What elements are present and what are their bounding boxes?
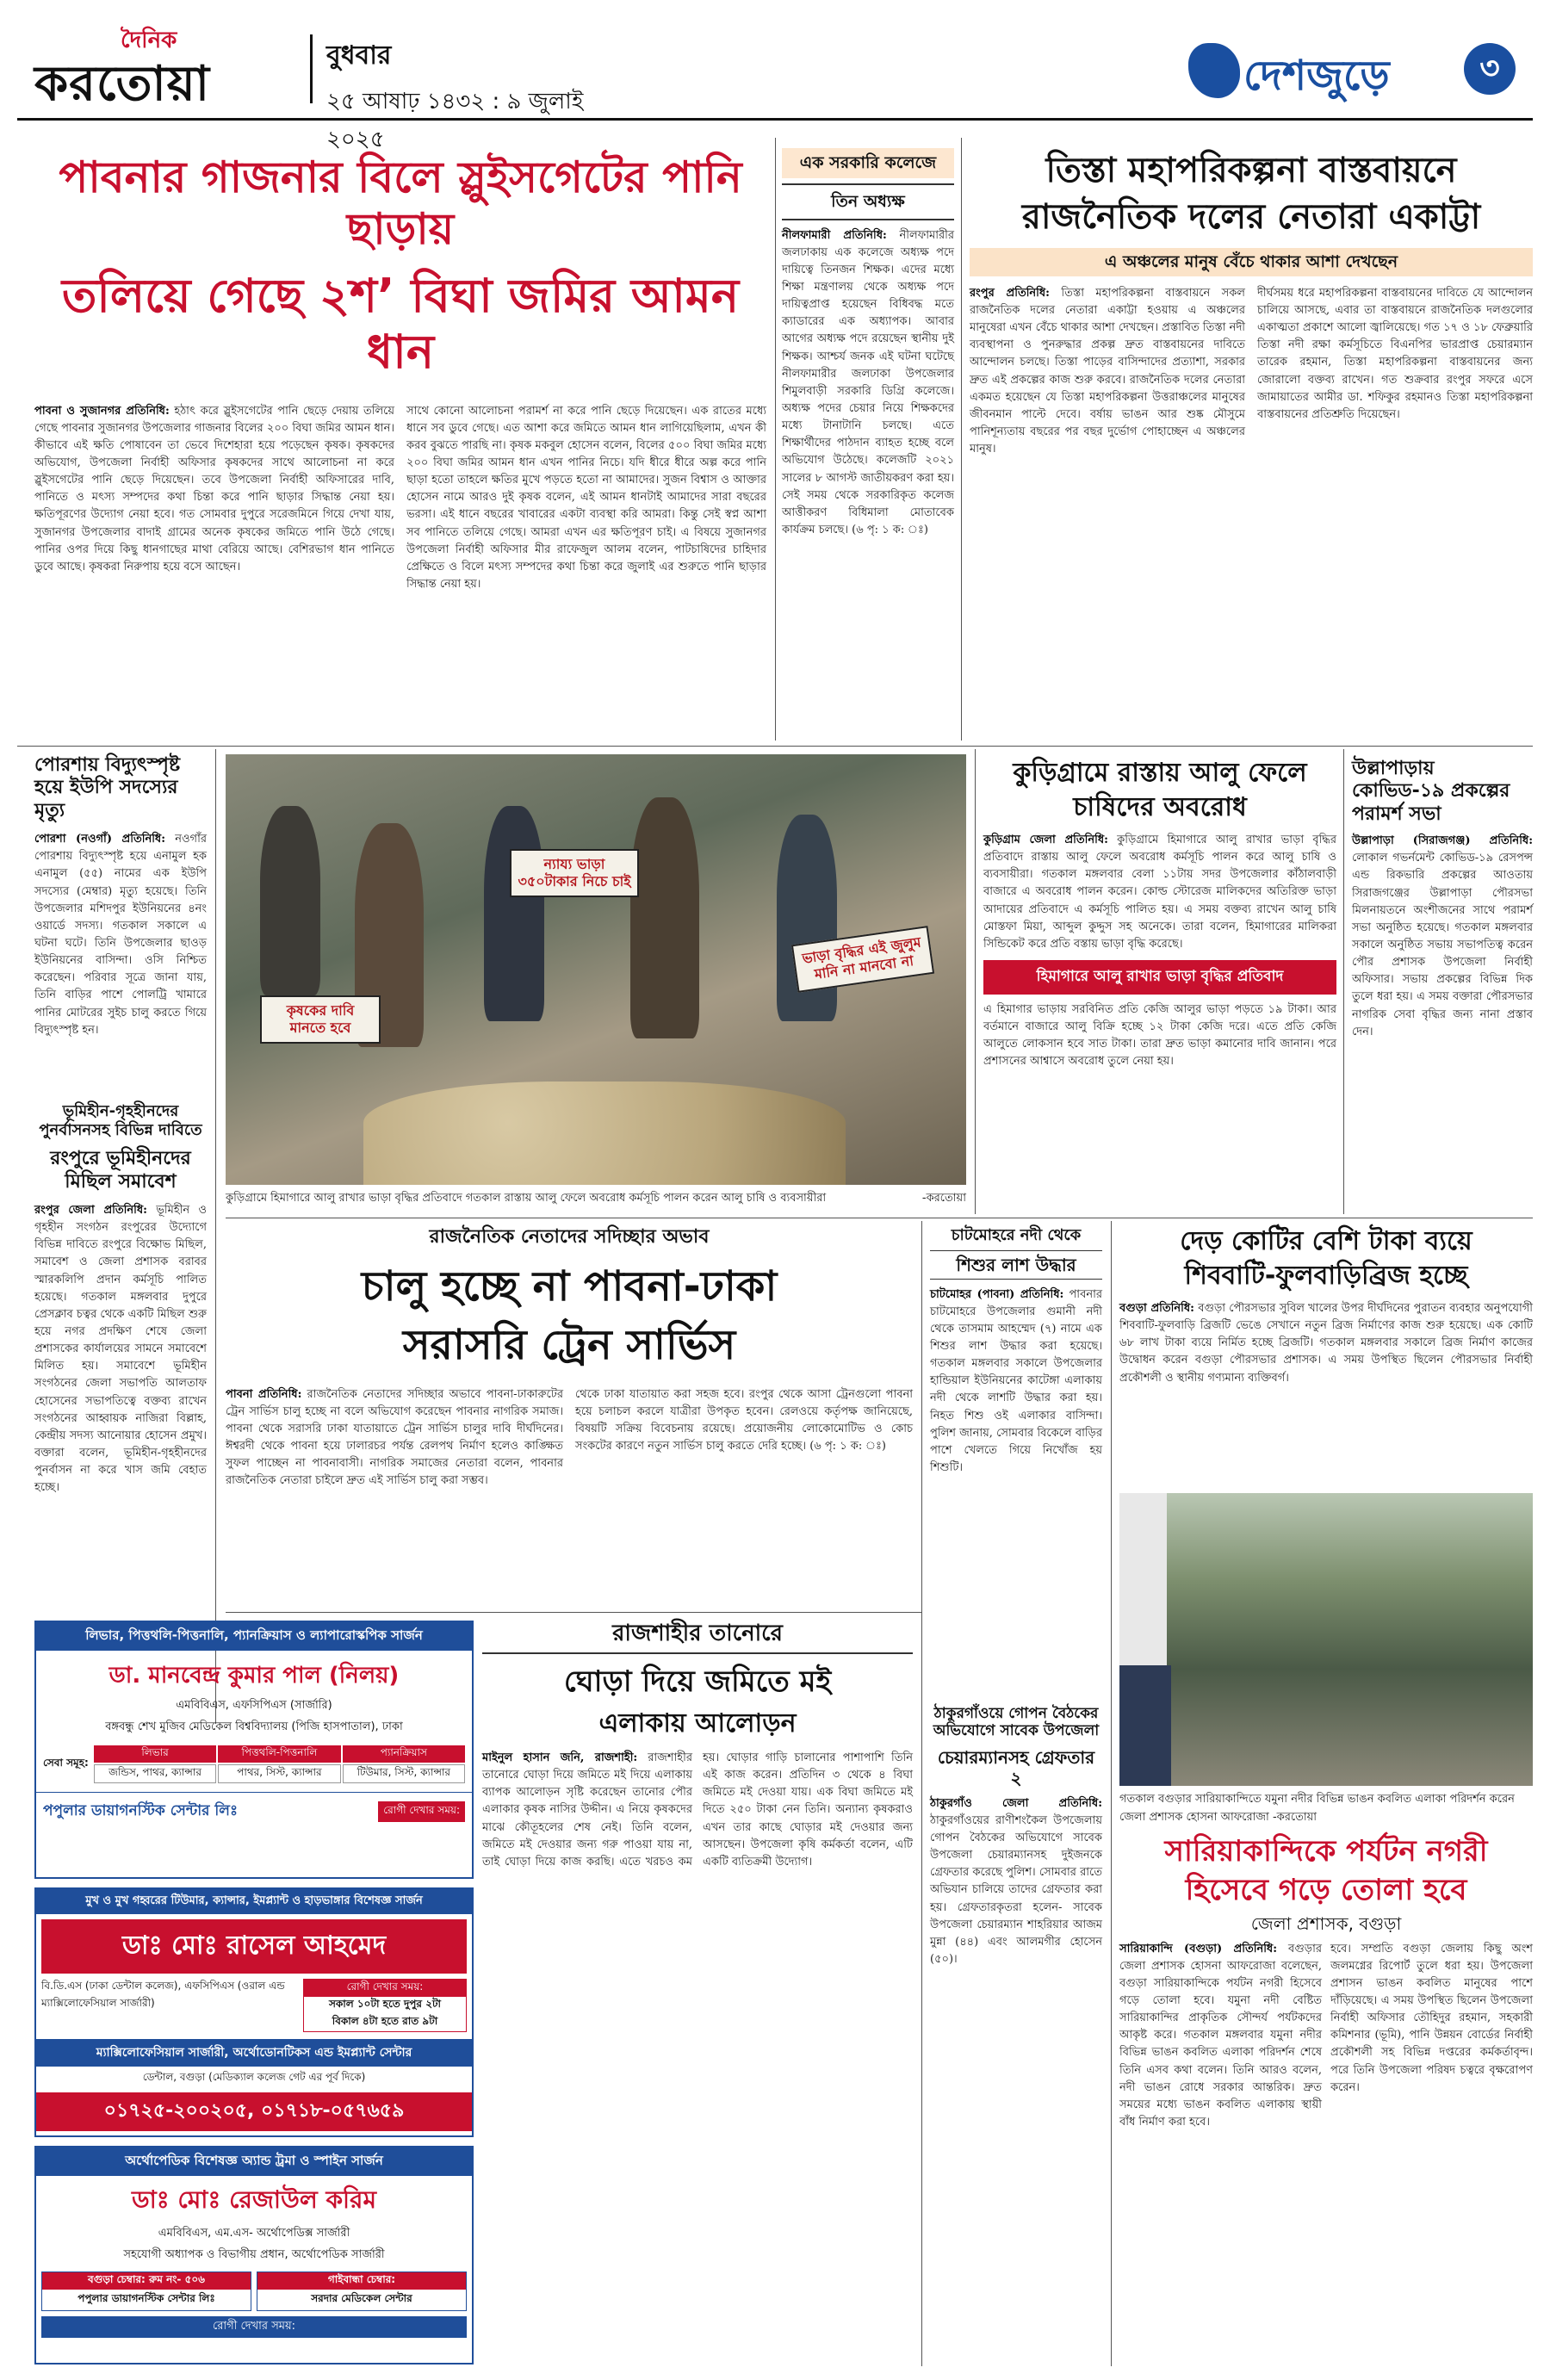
landless-kicker: ভূমিহীন-গৃহহীনদের পুনর্বাসনসহ বিভিন্ন দাবিতে: [39, 1102, 202, 1139]
thakurgaon-byline: ঠাকুরগাঁও জেলা প্রতিনিধি:: [930, 1796, 1102, 1810]
college-story: [782, 148, 954, 725]
bridge-body: [1119, 1300, 1533, 1387]
service-chip: পাথর, সিস্ট, ক্যান্সার: [218, 1764, 340, 1783]
photo-caption: [226, 1190, 966, 1212]
logo-small-text: দৈনিক: [121, 28, 177, 53]
landless-byline: রংপুর জেলা প্রতিনিধি:: [34, 1203, 147, 1217]
ortho-ad-chamber-2: গাইবান্ধা চেম্বার:: [257, 2272, 466, 2290]
issue-date: [310, 34, 620, 152]
sariakandi-byline: সারিয়াকান্দি (বগুড়া) প্রতিনিধি:: [1119, 1942, 1278, 1955]
rail-column-1: [226, 1386, 563, 1491]
ullapara-body: [1352, 833, 1533, 1041]
lead-headline-2: তলিয়ে গেছে ২শ’ বিঘা জমির আমন ধান: [61, 269, 740, 379]
lead-column-1: [34, 403, 394, 594]
kurigram-body: [983, 832, 1336, 953]
section-name: দেশজুড়ে: [1243, 52, 1390, 100]
sariakandi-column-2: হবে। সম্প্রতি বগুড়া জেলায় কিছু অংশ জলমগ্নের রিপোর্ট তুলে ধরা হয়। উপজেলা প্রশাসন ভাঙন কবলিত মানুষের পাশে দাঁড়িয়েছে। এ সময় উপস্থিত ছিলেন উপজেলা নির্বাহী অফিসার তৌহিদুর রহমান, সহকারী কমিশনার (ভূমি), পানি উন্নয়ন বোর্ডের নির্বাহী প্রকৌশলী সহ বিভিন্ন দপ্তরের কর্মকর্তাবৃন্দ। পরে তিনি উপজেলা পরিষদ চত্বরে বৃক্ষরোপণ করেন।: [1330, 1942, 1533, 2094]
teesta-column-2: দীর্ঘসময় ধরে মহাপরিকল্পনা বাস্তবায়নের দাবিতে যে আন্দোলন চালিয়ে আসছে, এবার তা বাস্তবায়নে রাজনৈতিক দলগুলোর একাত্মতা প্রকাশে আলো জ্বালিয়েছে। গত ১৭ ও ১৮ ফেব্রুয়ারি তিস্তা নদী রক্ষা কর্মসূচিতে বিএনপির ভারপ্রাপ্ত চেয়ারম্যান তারেক রহমান, তিস্তা মহাপরিকল্পনা বাস্তবায়নের জন্য জোরালো বক্তব্য রাখেন। গত শুক্রবার রংপুর সফরে এসে জামায়াতের আমীর ডা. শফিকুর রহমানও তিস্তা মহাপরিকল্পনা বাস্তবায়নের প্রতিশ্রুতি দিয়েছেন।: [1257, 286, 1533, 421]
ullapara-headline: উল্লাপাড়ায় কোভিড-১৯ প্রকল্পের পরামর্শ সভা: [1352, 758, 1510, 825]
teesta-text-1: তিস্তা মহাপরিকল্পনা বাস্তবায়নে সকল রাজনৈতিক দলের নেতারা একাট্টা হওয়ায় এ অঞ্চলের মানুষেরা এখন বেঁচে থাকার আশা দেখছেন। প্রস্তাবিত তিস্তা নদী ব্যবস্থাপনা ও পুনরুদ্ধার প্রকল্প দ্রুত বাস্তবায়নের দাবিতে আন্দোলন চলছে। তিস্তা পাড়ের বাসিন্দাদের প্রত্যাশা, সরকার দ্রুত এই প্রকল্পের কাজ শুরু করবে। রাজনৈতিক দলের নেতারা একমত হয়েছেন যে তিস্তা মহাপরিকল্পনা উত্তরাঞ্চলের মানুষের জীবনমান পাল্টে দেবে। বর্ষায় ভাঙন আর শুষ্ক মৌসুমে পানিশূন্যতায় বছরের পর বছর দুর্ভোগ পোহাচ্ছেন এ অঞ্চলের মানুষ।: [970, 286, 1245, 456]
chatmohar-kicker: চাটমোহরে নদী থেকে: [951, 1226, 1082, 1244]
tanore-headline-2: এলাকায় আলোড়ন: [598, 1708, 797, 1739]
kurigram-text: কুড়িগ্রামে হিমাগারে আলু রাখার ভাড়া বৃদ্ধির প্রতিবাদে রাস্তায় আলু ফেলে অবরোধ কর্মসূচি পালন করে আলু চাষি ও ব্যবসায়ীরা। গতকাল মঙ্গলবার বেলা ১১টায় সদর উপজেলার কাঁঠালবাড়ী বাজারে এ অবরোধ পালন করেন। কোল্ড স্টোরেজ মালিকদের অতিরিক্ত ভাড়া আদায়ের প্রতিবাদে এ কর্মসূচি পালিত হয়। এ সময় বক্তব্য রাখেন আলু চাষি মোস্তফা মিয়া, আব্দুল কুদ্দুস সহ অনেকে। তারা বলেন, হিমাগারের মালিকরা সিন্ডিকেট করে প্রতি বস্তায় ভাড়া বৃদ্ধি করেছে।: [983, 834, 1336, 951]
chatmohar-headline: শিশুর লাশ উদ্ধার: [930, 1250, 1102, 1280]
dc-photo-credit: -করতোয়া: [1272, 1811, 1318, 1824]
thakurgaon-kicker: ঠাকুরগাঁওয়ে গোপন বৈঠকের অভিযোগে সাবেক উপজেলা: [933, 1705, 1100, 1740]
tanore-byline: মাইনুল হাসান জনি, রাজশাহী:: [482, 1751, 638, 1764]
liver-ad-detail: বঙ্গবন্ধু শেখ মুজিব মেডিকেল বিশ্ববিদ্যালয় (পিজি হাসপাতাল), ঢাকা: [105, 1720, 403, 1733]
sariakandi-column-1: [1119, 1941, 1322, 2132]
college-text: নীলফামারীর জলঢাকায় এক কলেজে অধ্যক্ষ পদে দায়িত্বে তিনজন শিক্ষক। এদের মধ্যে শিক্ষা মন্ত্রণালয় থেকে অধ্যক্ষ পদে দায়িত্বপ্রাপ্ত হয়েছেন বিধিবদ্ধ মতে ক্যাডারের এক অধ্যাপক। আবার আগের অধ্যক্ষ পদে রয়েছেন স্থানীয় দুই শিক্ষক। আশ্চর্য জনক এই ঘটনা ঘটেছে নীলফামারীর জলঢাকা উপজেলার শিমুলবাড়ী সরকারি ডিগ্রি কলেজে। অধ্যক্ষ পদের চেয়ার নিয়ে শিক্ষকদের মধ্যে টানাটানি চলছে। এতে শিক্ষার্থীদের পাঠদান ব্যাহত হচ্ছে বলে অভিযোগ উঠেছে। কলেজটি ২০২১ সালের ৮ আগস্ট জাতীয়করণ করা হয়। সেই সময় থেকে সরকারিকৃত কলেজ আত্তীকরণ বিধিমালা মোতাবেক কার্যক্রম চলছে। (৬ পৃ: ১ ক: ঃ): [782, 228, 954, 536]
kurigram-headline-2: চাষিদের অবরোধ: [1073, 792, 1247, 822]
issue-date-text: ২৫ আষাঢ় ১৪৩২ : ৯ জুলাই ২০২৫: [326, 89, 584, 152]
service-chip: প্যানক্রিয়াস: [343, 1745, 465, 1763]
lead-story: [34, 139, 766, 734]
dental-ad-topbar: মুখ ও মুখ গহ্বরের টিউমার, ক্যান্সার, ইমপ্ল্যান্ট ও হাড়ভাঙ্গার বিশেষজ্ঞ সার্জন: [36, 1889, 472, 1914]
thakurgaon-text: ঠাকুরগাঁওয়ের রাণীশংকৈল উপজেলায় গোপন বৈঠকের অভিযোগে সাবেক উপজেলা চেয়ারম্যানসহ দুইজনকে গ্রেফতার করেছে পুলিশ। সোমবার রাতে অভিযান চালিয়ে তাদের গ্রেফতার করা হয়। গ্রেফতারকৃতরা হলেন- সাবেক উপজেলা চেয়ারম্যান শাহরিয়ার আজম মুন্না (৪৪) এবং আলমগীর হোসেন (৫০)।: [930, 1813, 1102, 1967]
landless-body: [34, 1202, 207, 1497]
pourashaya-byline: পোরশা (নওগাঁ) প্রতিনিধি:: [34, 833, 166, 846]
sariakandi-text-1: বগুড়ার জেলা প্রশাসক হোসনা আফরোজা বলেছেন, বগুড়া সারিয়াকান্দিকে পর্যটন নগরী হিসেবে গড়ে তোলা হবে। যমুনা নদী বেষ্টিত সারিয়াকান্দির প্রাকৃতিক সৌন্দর্য পর্যটকদের আকৃষ্ট করে। গতকাল মঙ্গলবার যমুনা নদীর বিভিন্ন ভাঙন কবলিত এলাকা পরিদর্শন শেষে তিনি এসব কথা বলেন। তিনি আরও বলেন, নদী ভাঙন রোধে সরকার আন্তরিক। দ্রুত সময়ের মধ্যে ভাঙন কবলিত এলাকায় স্থায়ী বাঁধ নির্মাণ করা হবে।: [1119, 1942, 1322, 2129]
lead-text-1: হঠাৎ করে স্লুইসগেটের পানি ছেড়ে দেয়ায় তলিয়ে গেছে পাবনার সুজানগর উপজেলার গাজনার বিলের ২০০ বিঘা জমির আমন ধান। কীভাবে এই ক্ষতি পোষাবেন তা ভেবে দিশেহারা হয়ে পড়েছেন কৃষক। কৃষকদের অভিযোগ, উপজেলা নির্বাহী অফিসার কৃষকদের সাথে আলোচনা না করে স্লুইসগেটের পানি ছেড়ে দিয়েছেন। তবে উপজেলা নির্বাহী অফিসারের দাবি, পানিতে ও মৎস্য সম্পদের কথা চিন্তা করে পানি ছাড়ার সিদ্ধান্ত নেয়া হয়। ক্ষতিপূরণের উদ্যোগ নেয়া হবে। গত সোমবার দুপুরে সরেজমিনে গিয়ে দেখা যায়, সুজানগর উপজেলার বাদাই গ্রামের অনেক কৃষকের জমিতে পানি উঠে গেছে। পানির ওপর দিয়ে কিছু ধানগাছের মাথা বেরিয়ে আছে। বেশিরভাগ ধান পানিতে ডুবে আছে। কৃষকরা নিরুপায় হয়ে বসে আছেন।: [34, 404, 395, 573]
ortho-ad-chamber-1-name: পপুলার ডায়াগনস্টিক সেন্টার লিঃ: [78, 2292, 215, 2304]
tanore-text: রাজশাহীর তানোরে ঘোড়া দিয়ে জমিতে মই দিয়ে এলাকায় ব্যাপক আলোড়ন সৃষ্টি করেছেন তানোর পৌর এলাকার কৃষক নাসির উদ্দীন। এ নিয়ে কৃষকদের মাঝে কৌতূহলের শেষ নেই। তিনি বলেন, জমিতে মই দেওয়ার জন্য গরু পাওয়া যায় না, তাই ঘোড়া দিয়ে কাজ করছি। এতে খরচও কম হয়। ঘোড়ার গাড়ি চালানোর পাশাপাশি তিনি এই কাজ করেন। প্রতিদিন ৩ থেকে ৪ বিঘা জমিতে মই দেওয়া যায়। এক বিঘা জমিতে মই দিতে ২৫০ টাকা নেন তিনি। অন্যান্য কৃষকরাও এখন তার কাছে ঘোড়ার মই দেওয়ার জন্য আসছেন। উপজেলা কৃষি কর্মকর্তা বলেন, এটি একটি ব্যতিক্রমী উদ্যোগ।: [482, 1751, 913, 1869]
photo-figure: [630, 797, 699, 1038]
dental-ad-time-1: সকাল ১০টা হতে দুপুর ২টা: [328, 1998, 442, 2010]
logo-big-text: করতোয়া: [34, 56, 210, 112]
issue-day: বুধবার: [326, 40, 392, 71]
liver-surgeon-ad: [34, 1621, 474, 1879]
chatmohar-body: [930, 1286, 1102, 1478]
tanore-body: [482, 1750, 913, 1871]
service-chip: টিউমার, সিস্ট, ক্যান্সার: [343, 1764, 465, 1783]
tanore-story: [482, 1621, 913, 2370]
chatmohar-byline: চাটমোহর (পাবনা) প্রতিনিধি:: [930, 1287, 1064, 1301]
rail-headline-1: চালু হচ্ছে না পাবনা-ঢাকা: [361, 1262, 778, 1311]
liver-ad-doctor: ডা. মানবেন্দ্র কুমার পাল (নিলয়): [108, 1663, 400, 1689]
photo-credit: -করতোয়া: [921, 1192, 966, 1205]
ortho-ad-degree: এমবিবিএস, এম.এস- অর্থোপেডিক্স সার্জারী: [158, 2227, 350, 2240]
dental-ad-center: ম্যাক্সিলোফেসিয়াল সার্জারী, অর্থোডোনটিকস এন্ড ইমপ্ল্যান্ট সেন্টার: [36, 2039, 472, 2067]
ortho-ad-chamber-1: বগুড়া চেম্বার: রুম নং- ৫০৬: [42, 2272, 251, 2290]
tanore-kicker: রাজশাহীর তানোরে: [482, 1621, 913, 1654]
ullapara-story: [1352, 758, 1533, 1205]
chatmohar-text: পাবনার চাটমোহরে উপজেলার গুমানী নদী থেকে তাসমাম আহম্মেদ (৭) নামে এক শিশুর লাশ উদ্ধার করা হয়েছে। গতকাল মঙ্গলবার সকালে উপজেলার হান্ডিয়াল ইউনিয়নের কাটেঙ্গা এলাকায় নদী থেকে লাশটি উদ্ধার করা হয়। নিহত শিশু ওই এলাকার বাসিন্দা। পুলিশ জানায়, সোমবার বিকেলে বাড়ির পাশে খেলতে গিয়ে নিখোঁজ হয় শিশুটি।: [930, 1287, 1102, 1474]
bridge-story: [1119, 1226, 1533, 1484]
lead-column-2: সাথে কোনো আলোচনা পরামর্শ না করে পানি ছেড়ে দিয়েছেন। এক রাতের মধ্যে ধানে সব ডুবে গেছে। এত আশা করে জমিতে আমন ধান লাগিয়েছিলাম, এখন কী করব বুঝতে পারছি না। কৃষক মকবুল হোসেন বলেন, বিলের ৫০০ বিঘা জমির মধ্যে ২০০ বিঘা জমির আমন ধান এখন পানির নিচে। যদি ধীরে ধীরে অল্প করে পানি ছাড়া হতো তাহলে ক্ষতির মুখে পড়তে হতো না আমাদের। সুজন বিশ্বাস ও আক্তার হোসেন নামে আরও দুই কৃষক বলেন, এই আমন ধানটাই আমাদের সারা বছরের ভরসা। এই ধানে বছরের খাবারের একটা ব্যবস্থা করি আমরা। কিন্তু সেই স্বপ্ন আশা সব পানিতে তলিয়ে গেছে। আমরা এখন এর ক্ষতিপূরণ চাই। এ বিষয়ে সুজানগর উপজেলা নির্বাহী অফিসার মীর রাফেজুল আলম বলেন, পাটচাষিদের চাহিদার প্রেক্ষিতে ও বিলে মৎস্য সম্পদের কথা চিন্তা করে জুলাই এর শুরুতে পানি ছাড়ার সিদ্ধান্ত নেয়া হয়।: [406, 404, 766, 591]
dental-ad-doctor: ডাঃ মোঃ রাসেল আহমেদ: [41, 1919, 467, 1974]
photo-figure: [1119, 1665, 1171, 1786]
dc-photo-caption-text: গতকাল বগুড়ার সারিয়াকান্দিতে যমুনা নদীর বিভিন্ন ভাঙন কবলিত এলাকা পরিদর্শন করেন জেলা প্রশাসক হোসনা আফরোজা: [1119, 1793, 1515, 1824]
lead-byline: পাবনা ও সুজানগর প্রতিনিধি:: [34, 404, 170, 418]
thakurgaon-story: [930, 1705, 1102, 2368]
teesta-headline-1: তিস্তা মহাপরিকল্পনা বাস্তবায়নে: [1045, 151, 1457, 190]
liver-ad-services-label: সেবা সমূহ:: [43, 1757, 89, 1769]
thakurgaon-body: [930, 1795, 1102, 1968]
dental-ad-degree: বি.ডি.এস (ঢাকা ডেন্টাল কলেজ), এফসিপিএস (ওরাল এন্ড ম্যাক্সিলোফেসিয়াল সার্জারী): [41, 1980, 285, 2009]
bridge-byline: বগুড়া প্রতিনিধি:: [1119, 1302, 1194, 1315]
rail-headline-2: সরাসরি ট্রেন সার্ভিস: [402, 1320, 736, 1369]
chatmohar-story: [930, 1226, 1102, 1605]
liver-ad-degree: এমবিবিএস, এফসিপিএস (সার্জারি): [176, 1699, 332, 1712]
ortho-ad-time: রোগী দেখার সময়:: [41, 2316, 467, 2338]
lead-headline-1: পাবনার গাজনার বিলে স্লুইসগেটের পানি ছাড়ায়: [59, 152, 742, 254]
thakurgaon-headline: চেয়ারম্যানসহ গ্রেফতার ২: [937, 1746, 1095, 1788]
rail-story: [226, 1226, 913, 1605]
pourashaya-body: [34, 831, 207, 1039]
ortho-ad-detail: সহযোগী অধ্যাপক ও বিভাগীয় প্রধান, অর্থোপেডিক সার্জারী: [123, 2248, 385, 2261]
bridge-text: বগুড়া পৌরসভার সুবিল খালের উপর দীর্ঘদিনের পুরাতন ব্যবহার অনুপযোগী শিববাটি-ফুলবাড়ি ব্রিজটি ভেঙে সেখানে নতুন ব্রিজ নির্মাণের কাজ শুরু হয়েছে। এক কোটি ৬৮ লাখ টাকা ব্যয়ে নির্মিত হচ্ছে ব্রিজটি। গতকাল মঙ্গলবার সকালে ব্রিজ নির্মাণ কাজের উদ্বোধন করেন বগুড়া পৌরসভার প্রশাসক। এ সময় উপস্থিত ছিলেন পৌরসভার নির্বাহী প্রকৌশলী ও স্থানীয় গণ্যমান্য ব্যক্তিবর্গ।: [1119, 1302, 1534, 1385]
dental-ad-address: ডেন্টাল, বগুড়া (মেডিক্যাল কলেজ গেট এর পূর্ব দিকে): [142, 2071, 366, 2083]
college-kicker: এক সরকারি কলেজে: [782, 148, 954, 178]
liver-ad-topbar: লিভার, পিত্তথলি-পিত্তনালি, প্যানক্রিয়াস ও ল্যাপারোস্কপিক সার্জন: [36, 1622, 472, 1651]
rail-kicker: রাজনৈতিক নেতাদের সদিচ্ছার অভাব: [429, 1226, 710, 1248]
pourashaya-story: [34, 754, 207, 1090]
ortho-ad-doctor: ডাঃ মোঃ রেজাউল করিম: [131, 2185, 376, 2214]
dental-ad-time-label: রোগী দেখার সময়:: [304, 1980, 466, 1997]
potato-protest-photo: [226, 754, 966, 1185]
liver-ad-center: পপুলার ডায়াগনস্টিক সেন্টার লিঃ: [43, 1802, 239, 1819]
teesta-byline: রংপুর প্রতিনিধি:: [970, 286, 1050, 300]
pourashaya-text: নওগাঁর পোরশায় বিদ্যুৎস্পৃষ্ট হয়ে এনামুল হক এনামুল (৫৫) নামের এক ইউপি সদস্যের (মেম্বার) মৃত্যু হয়েছে। তিনি উপজেলার মশিদপুর ইউনিয়নের ৪নং ওয়ার্ডে সদস্য। গতকাল সকালে এ ঘটনা ঘটে। তিনি উপজেলার ছাওড় ইউনিয়নের বাসিন্দা। ওসি নিশ্চিত করেছেন। পরিবার সূত্রে জানা যায়, তিনি বাড়ির পাশে পোলট্রি খামারে পানির মোটরের সুইচ চালু করতে গিয়ে বিদ্যুৎস্পৃষ্ট হন।: [34, 833, 207, 1037]
college-body: [782, 227, 954, 540]
dental-surgeon-ad: [34, 1887, 474, 2137]
kurigram-text-2: এ হিমাগার ভাড়ায় সরবিনিত প্রতি কেজি আলুর ভাড়া পড়তে ১৯ টাকা। আর বর্তমানে বাজারে আলু বিক্রি হচ্ছে ১২ টাকা কেজি দরে। এতে প্রতি কেজি আলুতে লোকসান হবে সাত টাকা। তারা দ্রুত ভাড়া কমানোর দাবি জানান। পরে প্রশাসনের আশ্বাসে অবরোধ তুলে নেয়া হয়।: [983, 1002, 1336, 1069]
teesta-headline-2: রাজনৈতিক দলের নেতারা একাট্টা: [1021, 197, 1481, 237]
rail-byline: পাবনা প্রতিনিধি:: [226, 1387, 302, 1401]
teesta-kicker: এ অঞ্চলের মানুষ বেঁচে থাকার আশা দেখছেন: [970, 248, 1533, 276]
kurigram-headline-1: কুড়িগ্রামে রাস্তায় আলু ফেলে: [1013, 758, 1307, 788]
college-headline: তিন অধ্যক্ষ: [782, 183, 954, 220]
bridge-headline-2: শিববাটি-ফুলবাড়িব্রিজ হচ্ছে: [1184, 1261, 1468, 1291]
ortho-ad-topbar: অর্থোপেডিক বিশেষজ্ঞ অ্যান্ড ট্রমা ও স্পাইন সার্জন: [36, 2148, 472, 2176]
pourashaya-headline: পোরশায় বিদ্যুৎস্পৃষ্ট হয়ে ইউপি সদস্যের মৃত্যু: [34, 754, 181, 821]
page-number: ৩: [1464, 43, 1516, 95]
newspaper-logo: [34, 22, 310, 112]
photo-potato-pile: [363, 1082, 846, 1185]
dc-visit-photo: [1119, 1493, 1533, 1786]
protest-sign: ভাড়া বৃদ্ধির এই জুলুম মানি না মানবো না: [791, 926, 934, 993]
sariakandi-headline-1: সারিয়াকান্দিকে পর্যটন নগরী: [1164, 1834, 1488, 1869]
photo-figure: [260, 806, 320, 995]
landless-text: ভূমিহীন ও গৃহহীন সংগঠন রংপুরের উদ্যোগে বিভিন্ন দাবিতে রংপুরে বিক্ষোভ মিছিল, সমাবেশ ও জেলা প্রশাসক বরাবর স্মারকলিপি প্রদান কর্মসূচি পালিত হয়েছে। গতকাল মঙ্গলবার দুপুরে প্রেসক্লাব চত্বর থেকে একটি মিছিল শুরু হয়ে নগর প্রদক্ষিণ শেষে জেলা প্রশাসকের কার্যালয়ের সামনে সমাবেশে মিলিত হয়। সমাবেশে ভূমিহীন সংগঠনের জেলা সভাপতি আলতাফ হোসেনের সভাপতিত্বে বক্তব্য রাখেন সংগঠনের আহ্বায়ক নাজিরা বিল্লাহ, কেন্দ্রীয় সদস্য আনোয়ার হোসেন প্রমুখ। বক্তারা বলেন, ভূমিহীন-গৃহহীনদের পুনর্বাসন না করে খাস জমি বেহাত হচ্ছে।: [34, 1203, 208, 1495]
sariakandi-kicker: জেলা প্রশাসক, বগুড়া: [1250, 1912, 1402, 1934]
liver-ad-time: রোগী দেখার সময়:: [378, 1801, 465, 1822]
dc-photo-caption: [1119, 1791, 1533, 1825]
protest-sign: কৃষকের দাবি মানতে হবে: [260, 995, 381, 1044]
tanore-headline-1: ঘোড়া দিয়ে জমিতে মই: [563, 1664, 832, 1700]
bangladesh-map-icon: [1188, 43, 1240, 98]
sariakandi-headline-2: হিসেবে গড়ে তোলা হবে: [1185, 1872, 1467, 1907]
ortho-ad-chamber-2-name: সরদার মেডিকেল সেন্টার: [311, 2292, 412, 2304]
landless-headline: রংপুরে ভূমিহীনদের মিছিল সমাবেশ: [50, 1148, 191, 1193]
sariakandi-story: [1119, 1834, 1533, 2368]
ullapara-text: লোকাল গভর্নমেন্ট কোভিড-১৯ রেসপন্স এন্ড রিকভারি প্রকল্পের আওতায় সিরাজগঞ্জের উল্লাপাড়া পৌরসভা মিলনায়তনে অংশীজনের সাথে পরামর্শ সভা অনুষ্ঠিত হয়েছে। গতকাল মঙ্গলবার সকালে অনুষ্ঠিত সভায় সভাপতিত্ব করেন পৌর প্রশাসক উপজেলা নির্বাহী অফিসার। সভায় প্রকল্পের বিভিন্ন দিক তুলে ধরা হয়। এ সময় বক্তারা পৌরসভার নাগরিক সেবা বৃদ্ধির জন্য নানা প্রস্তাব দেন।: [1352, 852, 1533, 1038]
dental-ad-time-2: বিকাল ৪টা হতে রাত ৯টা: [332, 2015, 438, 2027]
rail-column-2: থেকে ঢাকা যাতায়াত করা সহজ হবে। রংপুর থেকে আসা ট্রেনগুলো পাবনা হয়ে চলাচল করলে যাত্রীরা উপকৃত হবেন। রেলওয়ে কর্তৃপক্ষ জানিয়েছে, বিষয়টি সক্রিয় বিবেচনায় রয়েছে। প্রয়োজনীয় লোকোমোটিভ ও কোচ সংকটের কারণে নতুন সার্ভিস চালু করতে দেরি হচ্ছে। (৬ পৃ: ১ ক: ঃ): [575, 1387, 913, 1453]
kurigram-byline: কুড়িগ্রাম জেলা প্রতিনিধি:: [983, 834, 1108, 846]
teesta-column-1: [970, 285, 1245, 458]
ortho-surgeon-ad: [34, 2146, 474, 2365]
photo-caption-text: কুড়িগ্রামে হিমাগারে আলু রাখার ভাড়া বৃদ্ধির প্রতিবাদে গতকাল রাস্তায় আলু ফেলে অবরোধ কর্মসূচি পালন করেন আলু চাষি ও ব্যবসায়ীরা: [226, 1192, 827, 1205]
photo-figure: [484, 806, 544, 1021]
section-logo: [1188, 38, 1516, 103]
service-chip: জন্ডিস, পাথর, ক্যান্সার: [94, 1764, 216, 1783]
dental-ad-phone: ০১৭২৫-২০০২০৫, ০১৭১৮-০৫৭৬৫৯: [36, 2092, 472, 2131]
kurigram-subhead: হিমাগারে আলু রাখার ভাড়া বৃদ্ধির প্রতিবাদ: [983, 960, 1336, 995]
kurigram-story: [983, 758, 1336, 1205]
service-chip: লিভার: [94, 1745, 216, 1763]
ullapara-byline: উল্লাপাড়া (সিরাজগঞ্জ) প্রতিনিধি:: [1352, 834, 1533, 848]
protest-sign: ন্যায্য ভাড়া ৩৫০টাকার নিচে চাই: [510, 849, 639, 897]
college-byline: নীলফামারী প্রতিনিধি:: [782, 228, 887, 242]
service-chip: পিত্তথলি-পিত্তনালি: [218, 1745, 340, 1763]
photo-figure: [1119, 1493, 1167, 1665]
bridge-headline-1: দেড় কোটির বেশি টাকা ব্যয়ে: [1180, 1226, 1472, 1256]
rail-text: রাজনৈতিক নেতাদের সদিচ্ছার অভাবে পাবনা-ঢাকারুটের ট্রেন সার্ভিস চালু হচ্ছে না বলে অভিযোগ করেছেন পাবনার নাগরিক সমাজ। পাবনা থেকে সরাসরি ঢাকা যাতায়াতে ট্রেন সার্ভিস চালুর দাবি দীর্ঘদিনের। ঈশ্বরদী থেকে পাবনা হয়ে ঢালারচর পর্যন্ত রেলপথ নির্মাণ হলেও কাঙ্ক্ষিত সুফল পাচ্ছেন না পাবনাবাসী। নাগরিক সমাজের নেতারা বলেন, পাবনার রাজনৈতিক নেতারা চাইলে দ্রুত এই সার্ভিস চালু করা সম্ভব।: [226, 1387, 563, 1488]
teesta-story: [970, 139, 1533, 734]
